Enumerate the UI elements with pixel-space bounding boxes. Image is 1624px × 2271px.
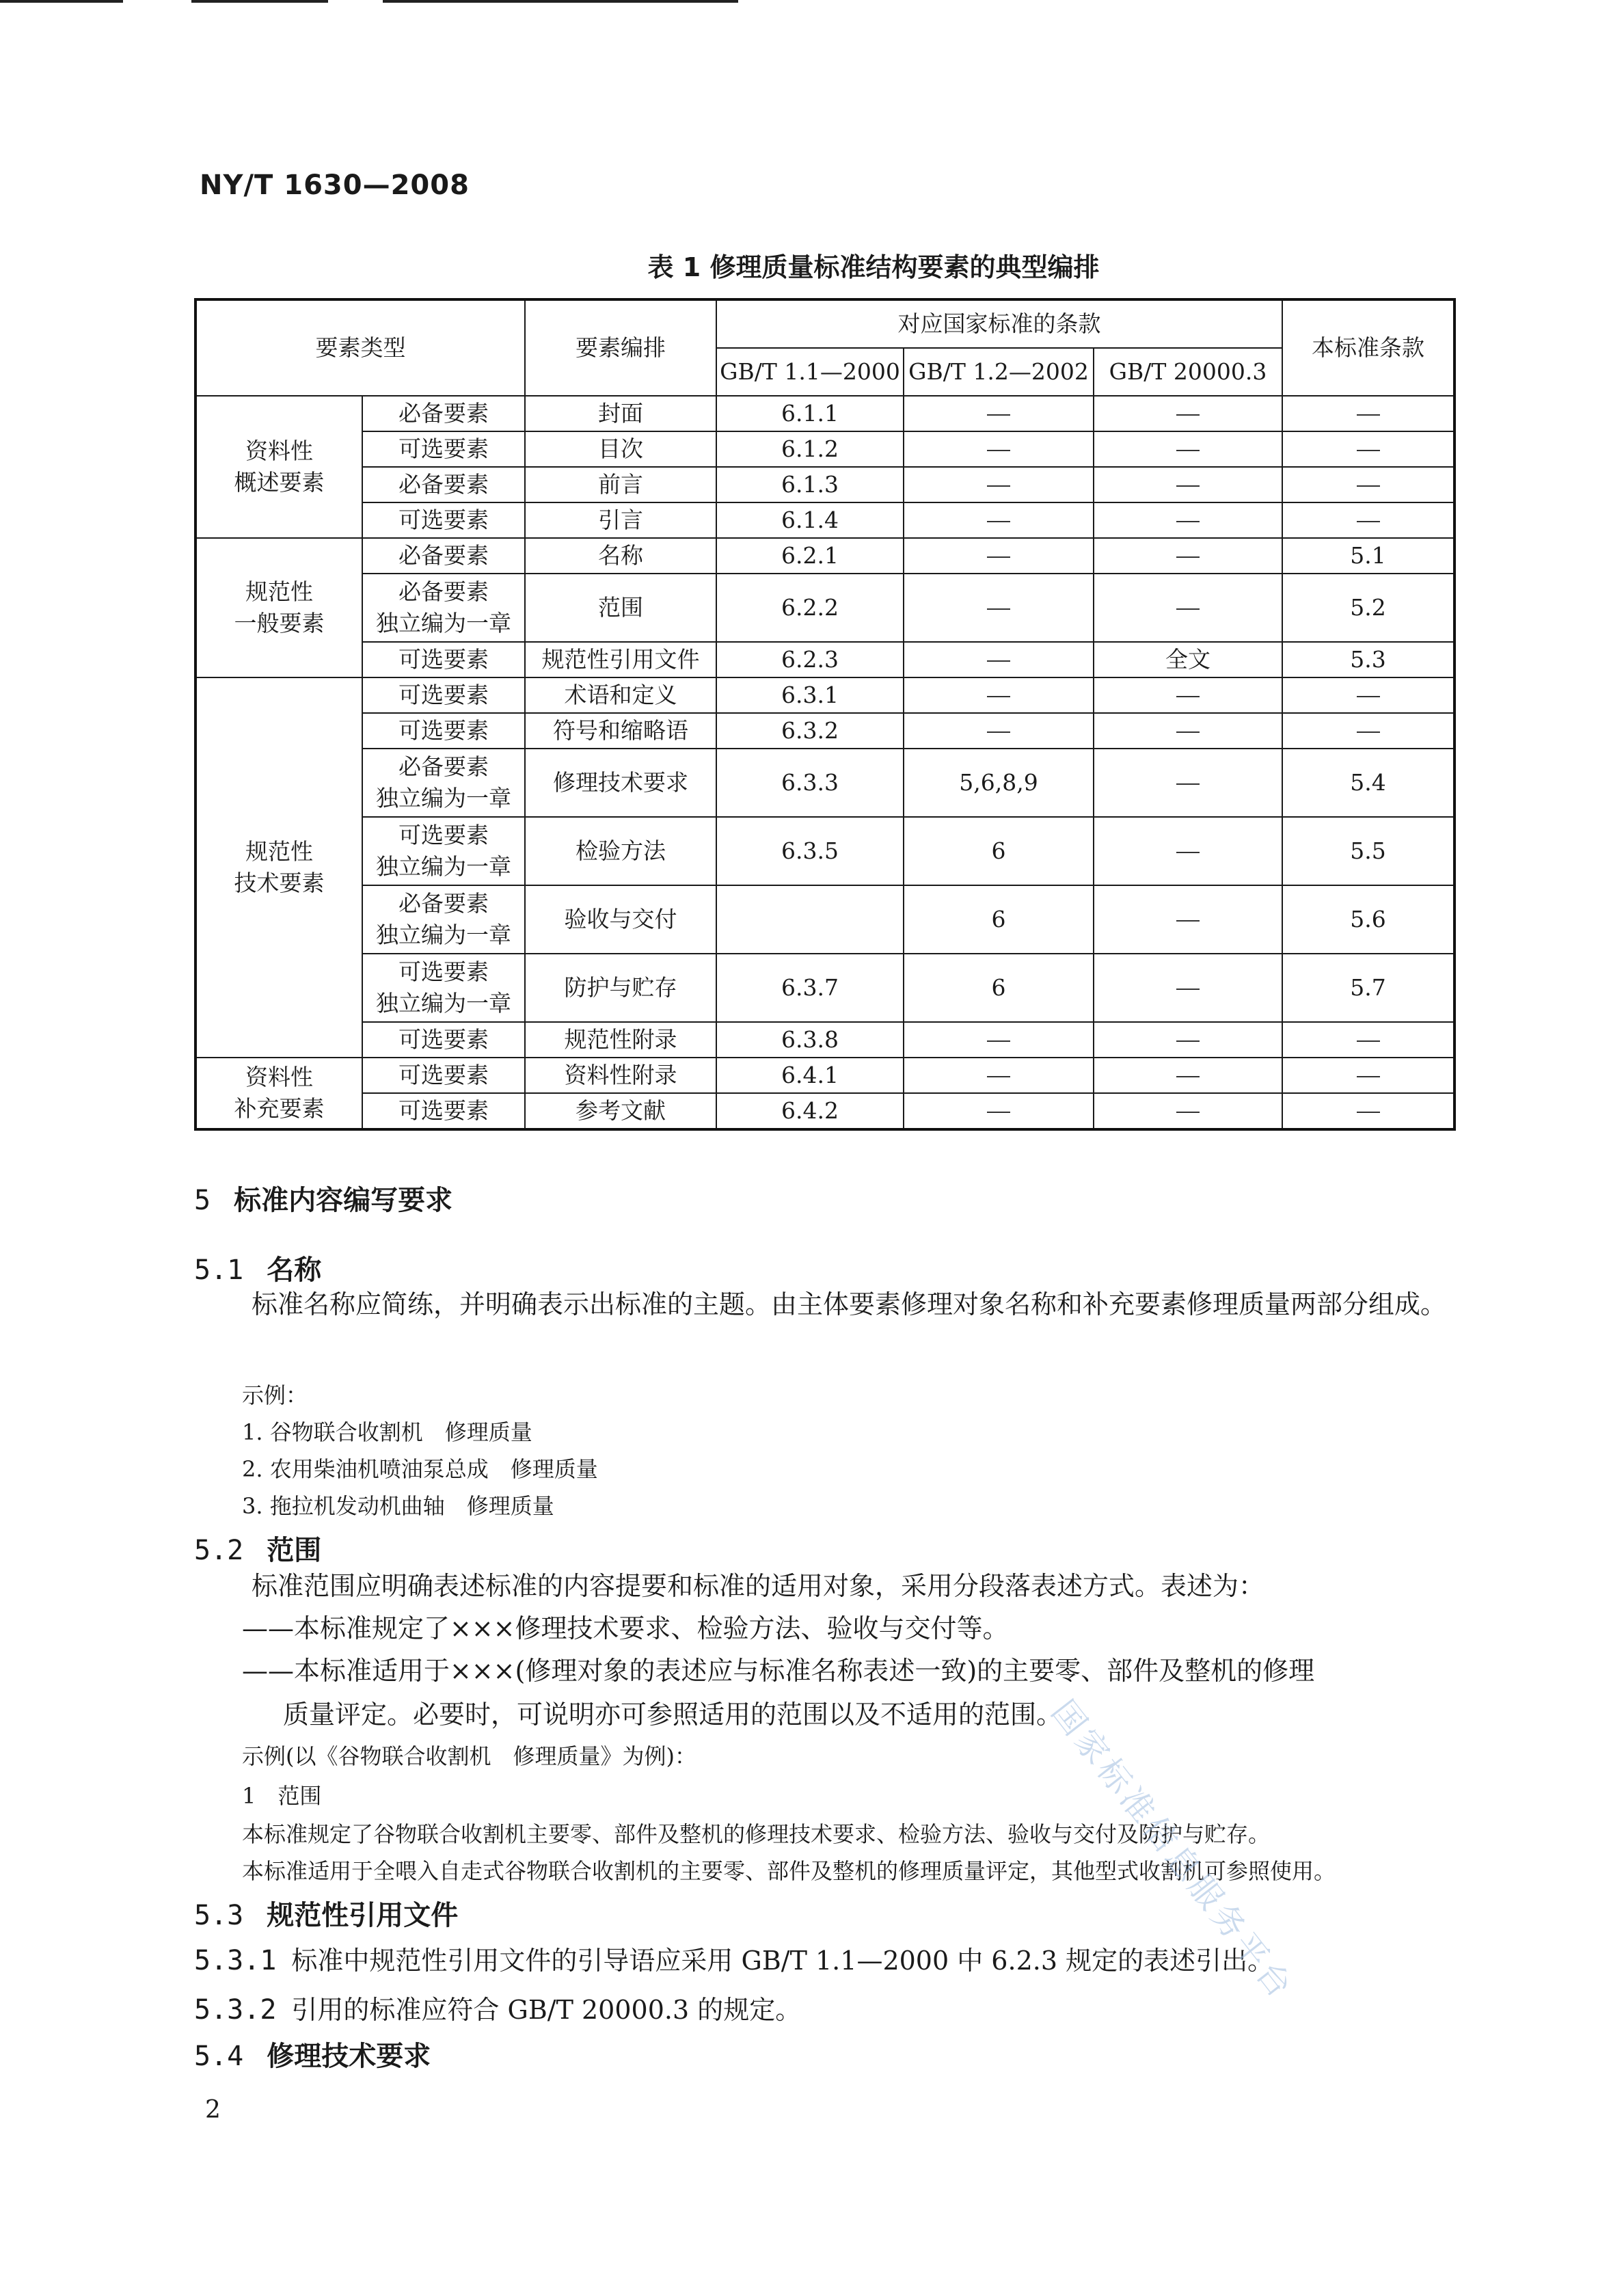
example-heading: 1 范围 [242, 1783, 322, 1809]
example-para-1: 本标准规定了谷物联合收割机主要零、部件及整机的修理技术要求、检验方法、验收与交付及防护与贮存。 [242, 1821, 1271, 1847]
top-rule-1 [0, 0, 123, 3]
example-para-2: 本标准适用于全喂入自走式谷物联合收割机的主要零、部件及整机的修理质量评定，其他型式收割机可参照使用。 [242, 1858, 1336, 1884]
table-row [195, 954, 1454, 1022]
this-std-clause [1282, 1093, 1454, 1129]
this-std-clause: 5.7 [1282, 954, 1454, 1022]
this-std-clause: 5.3 [1282, 642, 1454, 677]
requirement-cell: 可选要素 [362, 713, 525, 749]
dash-mark [1176, 731, 1200, 733]
std3-clause [1094, 749, 1282, 817]
dash-mark [987, 414, 1010, 416]
dash-item-1: ——本标准规定了×××修理技术要求、检验方法、验收与交付等。 [242, 1613, 1009, 1643]
element-cell: 名称 [525, 538, 716, 574]
dash-mark [1357, 696, 1380, 697]
this-std-clause: 5.1 [1282, 538, 1454, 574]
doc-id-header: NY/T 1630—2008 [200, 170, 470, 201]
table-row [195, 1022, 1454, 1058]
std2-clause [904, 1093, 1094, 1129]
this-std-clause [1282, 467, 1454, 502]
dash-mark [987, 521, 1010, 522]
col-header-std1: GB/T 1.1—2000 [716, 348, 904, 396]
std3-clause [1094, 954, 1282, 1022]
std2-clause [904, 574, 1094, 642]
std2-clause: 5,6,8,9 [904, 749, 1094, 817]
table-row [195, 574, 1454, 642]
example-label-5-1: 示例： [242, 1382, 308, 1408]
requirement-cell: 可选要素 独立编为一章 [362, 954, 525, 1022]
std2-clause [904, 431, 1094, 467]
this-std-clause [1282, 396, 1454, 431]
std3-clause [1094, 677, 1282, 713]
dash-item-2: ——本标准适用于×××(修理对象的表述应与标准名称表述一致)的主要零、部件及整机的修理 质量评定。必要时，可说明亦可参照适用的范围以及不适用的范围。 [242, 1656, 1315, 1730]
std1-clause: 6.3.5 [716, 817, 904, 885]
dash-mark [1176, 521, 1200, 522]
group-name: 资料性 补充要素 [195, 1058, 362, 1129]
col-header-std2: GB/T 1.2—2002 [904, 348, 1094, 396]
element-cell: 前言 [525, 467, 716, 502]
std3-clause [1094, 502, 1282, 538]
std3-clause [1094, 1022, 1282, 1058]
dash-mark [1357, 1076, 1380, 1077]
std2-clause [904, 396, 1094, 431]
std3-clause: 全文 [1094, 642, 1282, 677]
example-item-3: 3. 拖拉机发动机曲轴 修理质量 [242, 1493, 554, 1519]
std3-clause [1094, 1058, 1282, 1093]
table-row [195, 749, 1454, 817]
watermark: 国家标准信息服务平台 [1044, 1693, 1301, 2008]
dash-mark [1176, 450, 1200, 451]
element-cell: 术语和定义 [525, 677, 716, 713]
table-row [195, 396, 1454, 431]
this-std-clause: 5.6 [1282, 885, 1454, 954]
col-header-this: 本标准条款 [1282, 299, 1454, 396]
requirement-cell: 可选要素 [362, 431, 525, 467]
table-row [195, 677, 1454, 713]
requirement-cell: 必备要素 独立编为一章 [362, 574, 525, 642]
dash-mark [987, 485, 1010, 487]
col-header-national: 对应国家标准的条款 [716, 299, 1282, 348]
para-5-1: 标准名称应简练，并明确表示出标准的主题。由主体要素修理对象名称和补充要素修理质量两部分组成。 [252, 1289, 1447, 1319]
dash-mark [1357, 1112, 1380, 1113]
table-row [195, 467, 1454, 502]
heading-5-3: 5.3 规范性引用文件 [194, 1900, 459, 1931]
std1-clause: 6.1.1 [716, 396, 904, 431]
table-row [195, 1093, 1454, 1129]
para-5-3-2: 5.3.2 引用的标准应符合 GB/T 20000.3 的规定。 [194, 1994, 802, 2026]
dash-mark [987, 608, 1010, 610]
std2-clause [904, 538, 1094, 574]
std1-clause: 6.2.3 [716, 642, 904, 677]
std3-clause [1094, 574, 1282, 642]
this-std-clause: 5.4 [1282, 749, 1454, 817]
dash-mark [1176, 696, 1200, 697]
this-std-clause [1282, 502, 1454, 538]
std2-clause: 6 [904, 885, 1094, 954]
table-row [195, 502, 1454, 538]
dash-mark [1176, 920, 1200, 922]
example-item-1: 1. 谷物联合收割机 修理质量 [242, 1419, 532, 1445]
std1-clause: 6.2.1 [716, 538, 904, 574]
example-item-2: 2. 农用柴油机喷油泵总成 修理质量 [242, 1456, 598, 1482]
std1-clause: 6.3.3 [716, 749, 904, 817]
dash-mark [987, 1076, 1010, 1077]
std1-clause: 6.1.4 [716, 502, 904, 538]
element-cell: 规范性附录 [525, 1022, 716, 1058]
table-row [195, 538, 1454, 574]
para-5-2: 标准范围应明确表述标准的内容提要和标准的适用对象，采用分段落表述方式。表述为： [252, 1571, 1265, 1601]
dash-mark [987, 696, 1010, 697]
std1-clause: 6.3.2 [716, 713, 904, 749]
col-header-std3: GB/T 20000.3 [1094, 348, 1282, 396]
std3-clause [1094, 885, 1282, 954]
dash-mark [1176, 1076, 1200, 1077]
dash-mark [1357, 485, 1380, 487]
std1-clause: 6.4.1 [716, 1058, 904, 1093]
element-cell: 规范性引用文件 [525, 642, 716, 677]
requirement-cell: 必备要素 独立编为一章 [362, 749, 525, 817]
dash-mark [987, 450, 1010, 451]
element-cell: 参考文献 [525, 1093, 716, 1129]
element-cell: 修理技术要求 [525, 749, 716, 817]
requirement-cell: 可选要素 [362, 502, 525, 538]
std3-clause [1094, 431, 1282, 467]
top-rule-2 [191, 0, 328, 3]
dash-mark [1357, 450, 1380, 451]
requirement-cell: 必备要素 独立编为一章 [362, 885, 525, 954]
table-row [195, 1058, 1454, 1093]
requirement-cell: 可选要素 [362, 642, 525, 677]
top-rule-3 [383, 0, 738, 3]
std2-clause: 6 [904, 954, 1094, 1022]
std2-clause [904, 642, 1094, 677]
std1-clause: 6.3.7 [716, 954, 904, 1022]
example-label-5-2: 示例(以《谷物联合收割机 修理质量》为例)： [242, 1743, 696, 1769]
std3-clause [1094, 467, 1282, 502]
std3-clause [1094, 713, 1282, 749]
dash-mark [1176, 989, 1200, 990]
std2-clause [904, 1022, 1094, 1058]
dash-mark [1176, 485, 1200, 487]
table-row [195, 817, 1454, 885]
std3-clause [1094, 396, 1282, 431]
para-5-3-1: 5.3.1 标准中规范性引用文件的引导语应采用 GB/T 1.1—2000 中 6.2.3 规定的表述引出。 [194, 1945, 1274, 1976]
dash-mark [1176, 608, 1200, 610]
group-name: 规范性 技术要素 [195, 677, 362, 1058]
std2-clause [904, 677, 1094, 713]
std1-clause: 6.1.2 [716, 431, 904, 467]
dash-mark [1176, 783, 1200, 785]
element-cell: 引言 [525, 502, 716, 538]
element-cell: 符号和缩略语 [525, 713, 716, 749]
std2-clause [904, 467, 1094, 502]
this-std-clause [1282, 677, 1454, 713]
dash-mark [1176, 556, 1200, 558]
this-std-clause [1282, 1022, 1454, 1058]
dash-mark [1176, 852, 1200, 853]
heading-5-4: 5.4 修理技术要求 [194, 2041, 431, 2072]
std3-clause [1094, 1093, 1282, 1129]
col-header-arrange: 要素编排 [525, 299, 716, 396]
std3-clause [1094, 538, 1282, 574]
dash-mark [1176, 1040, 1200, 1042]
group-name: 资料性 概述要素 [195, 396, 362, 538]
element-cell: 封面 [525, 396, 716, 431]
dash-mark [987, 660, 1010, 662]
table-row [195, 885, 1454, 954]
dash-mark [1176, 1112, 1200, 1113]
std1-clause: 6.1.3 [716, 467, 904, 502]
table-row [195, 431, 1454, 467]
requirement-cell: 可选要素 [362, 1022, 525, 1058]
heading-5: 5 标准内容编写要求 [194, 1185, 453, 1216]
std3-clause [1094, 817, 1282, 885]
this-std-clause: 5.5 [1282, 817, 1454, 885]
std2-clause [904, 502, 1094, 538]
element-cell: 范围 [525, 574, 716, 642]
heading-5-1: 5.1 名称 [194, 1254, 322, 1286]
std1-clause [716, 885, 904, 954]
this-std-clause [1282, 1058, 1454, 1093]
element-cell: 防护与贮存 [525, 954, 716, 1022]
requirement-cell: 必备要素 [362, 396, 525, 431]
std2-clause: 6 [904, 817, 1094, 885]
element-cell: 资料性附录 [525, 1058, 716, 1093]
dash-mark [987, 1112, 1010, 1113]
structure-table [194, 298, 1456, 1131]
element-cell: 检验方法 [525, 817, 716, 885]
dash-mark [987, 1040, 1010, 1042]
dash-mark [1357, 521, 1380, 522]
requirement-cell: 可选要素 [362, 677, 525, 713]
col-header-type: 要素类型 [195, 299, 525, 396]
heading-5-2: 5.2 范围 [194, 1535, 322, 1566]
dash-mark [1357, 1040, 1380, 1042]
page-number: 2 [205, 2096, 221, 2124]
requirement-cell: 必备要素 [362, 538, 525, 574]
std1-clause: 6.4.2 [716, 1093, 904, 1129]
std1-clause: 6.3.8 [716, 1022, 904, 1058]
dash-mark [1357, 414, 1380, 416]
dash-mark [987, 556, 1010, 558]
table-caption: 表 1 修理质量标准结构要素的典型编排 [647, 252, 1100, 282]
std1-clause: 6.3.1 [716, 677, 904, 713]
this-std-clause [1282, 713, 1454, 749]
dash-mark [1176, 414, 1200, 416]
this-std-clause: 5.2 [1282, 574, 1454, 642]
element-cell: 目次 [525, 431, 716, 467]
dash-mark [1357, 731, 1380, 733]
dash-mark [987, 731, 1010, 733]
element-cell: 验收与交付 [525, 885, 716, 954]
group-name: 规范性 一般要素 [195, 538, 362, 677]
this-std-clause [1282, 431, 1454, 467]
table-row [195, 713, 1454, 749]
requirement-cell: 可选要素 [362, 1093, 525, 1129]
table-row [195, 642, 1454, 677]
std2-clause [904, 1058, 1094, 1093]
requirement-cell: 可选要素 独立编为一章 [362, 817, 525, 885]
requirement-cell: 必备要素 [362, 467, 525, 502]
std1-clause: 6.2.2 [716, 574, 904, 642]
requirement-cell: 可选要素 [362, 1058, 525, 1093]
std2-clause [904, 713, 1094, 749]
table-body [195, 299, 1454, 1129]
